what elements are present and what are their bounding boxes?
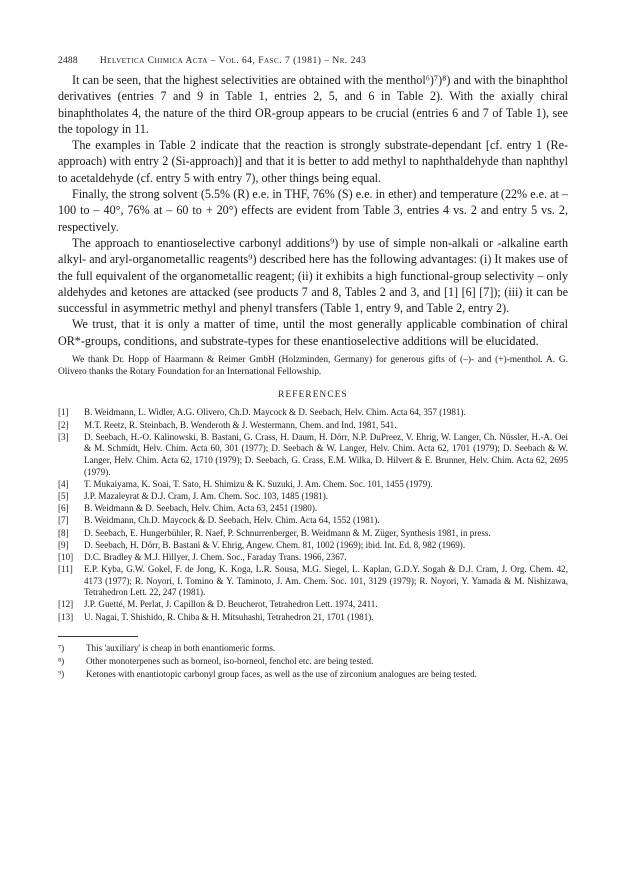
reference-number: [7] — [58, 515, 69, 526]
footnote-text: Other monoterpenes such as borneol, iso-borneol, fenchol etc. are being tested. — [86, 656, 374, 667]
reference-item — [58, 407, 568, 419]
acknowledgment: We thank Dr. Hopp of Haarmann & Reimer GmbH (Holzminden, Germany) for generous gifts of (–)- and (+)-menthol. A. G. Olivero thanks the Rotary Foundation for an International Fellowship. — [58, 355, 568, 378]
reference-text: U. Nagai, T. Shishido, R. Chiba & H. Mitsuhashi, Tetrahedron 21, 1701 (1981). — [84, 611, 374, 622]
reference-number: [4] — [58, 478, 69, 489]
reference-item — [58, 552, 568, 564]
reference-number: [5] — [58, 490, 69, 501]
reference-number: [11] — [58, 564, 73, 575]
page-number: 2488 — [58, 56, 78, 66]
reference-text: T. Mukaiyama, K. Soai, T. Sato, H. Shimizu & K. Suzuki, J. Am. Chem. Soc. 101, 1455 (1979). — [84, 478, 433, 489]
page — [58, 56, 568, 682]
paragraph: The approach to enantioselective carbonyl additions⁹) by use of simple non-alkali or -alkaline earth alkyl- and aryl-organometallic reagents⁹) described here has the following advantages: (i) It makes use of the full equivalent of the organometallic reagent; (ii) it exhibits a high functional-group selectivity – only aldehydes and ketones are attacked (see products 7 and 8, Tables 2 and 3, and [1] [6] [7]); (iii) it can be successful in asymmetric methyl and phenyl transfers (Table 1, entry 9, and Table 2, entry 2). — [58, 235, 568, 316]
reference-item — [58, 540, 568, 552]
reference-number: [1] — [58, 407, 69, 418]
reference-item — [58, 420, 568, 432]
reference-text: D.C. Bradley & M.J. Hillyer, J. Chem. Soc., Faraday Trans. 1966, 2367. — [84, 551, 347, 562]
reference-item — [58, 515, 568, 527]
reference-number: [13] — [58, 611, 74, 622]
reference-text: J.P. Mazaleyrat & D.J. Cram, J. Am. Chem. Soc. 103, 1485 (1981). — [84, 490, 328, 501]
references-heading: REFERENCES — [278, 389, 348, 400]
reference-number: [3] — [58, 431, 69, 442]
reference-item — [58, 491, 568, 503]
reference-item — [58, 479, 568, 491]
reference-item — [58, 503, 568, 515]
reference-number: [9] — [58, 539, 69, 550]
reference-text: M.T. Reetz, R. Steinbach, B. Wenderoth & J. Westermann, Chem. and Ind. 1981, 541. — [84, 419, 397, 430]
footnote-item — [58, 656, 568, 668]
reference-text: B. Weidmann, L. Widler, A.G. Olivero, Ch.D. Maycock & D. Seebach, Helv. Chim. Acta 64, 357 (1981). — [84, 407, 466, 418]
reference-text: D. Seebach, H. Dörr, B. Bastani & V. Ehrig, Angew. Chem. 81, 1002 (1969); ibid. Int. Ed. 8, 982 (1969). — [84, 539, 466, 550]
reference-item — [58, 432, 568, 478]
reference-item — [58, 528, 568, 540]
reference-text: B. Weidmann, Ch.D. Maycock & D. Seebach, Helv. Chim. Acta 64, 1552 (1981). — [84, 515, 380, 526]
footnote-number: ⁹) — [58, 668, 65, 679]
running-header — [58, 56, 568, 66]
reference-list — [58, 407, 568, 623]
reference-item — [58, 564, 568, 599]
footnote-item — [58, 669, 568, 681]
paragraph: Finally, the strong solvent (5.5% (R) e.e. in THF, 76% (S) e.e. in ether) and temperature (22% e.e. at – 100 to – 40°, 76% at – 60 to + 20°) effects are evident from Table 3, entries 4 vs. 2 and entry 5 vs. 2, respectively. — [58, 187, 568, 234]
footnote-item — [58, 643, 568, 655]
footnote-divider — [58, 636, 138, 637]
reference-number: [10] — [58, 551, 74, 562]
footnote-list — [58, 643, 568, 680]
reference-number: [8] — [58, 527, 69, 538]
reference-number: [12] — [58, 599, 74, 610]
reference-item — [58, 612, 568, 624]
footnote-text: This 'auxiliary' is cheap in both enantiomeric forms. — [86, 643, 276, 654]
footnote-text: Ketones with enantiotopic carbonyl group faces, as well as the use of zirconium analogues are being tested. — [86, 668, 477, 679]
footnote-number: ⁷) — [58, 643, 65, 654]
reference-text: D. Seebach, H.-O. Kalinowski, B. Bastani, G. Crass, H. Daum, H. Dörr, N.P. DuPreez, V. Ehrig, W. Langer, Ch. Nüssler, H.-A. Oei & M. Schmidt, Helv. Chim. Acta 60, 301 (1977); D. Seebach & W. Langer, Helv. Chim. Acta 62, 1701 (1979); D. Seebach & W. Langer, Helv. Chim. Acta 62, 1710 (1979); D. Seebach, G. Crass, E.M. Wilka, D. Hilvert & E. Brunner, Helv. Chim. Acta 62, 2695 (1979). — [84, 431, 568, 477]
footnote-number: ⁸) — [58, 656, 65, 667]
reference-item — [58, 599, 568, 611]
reference-text: B. Weidmann & D. Seebach, Helv. Chim. Acta 63, 2451 (1980). — [84, 503, 318, 514]
paragraph: It can be seen, that the highest selectivities are obtained with the menthol⁶)⁷)⁸) and with the binaphthol derivatives (entries 7 and 9 in Table 1, entries 2, 5, and 6 in Table 2). With the axially chiral binaphtholates 4, the nature of the third OR-group appears to be crucial (entries 6 and 7 of Table 1), see the topology in 11. — [58, 73, 568, 136]
reference-text: J.P. Guetté, M. Perlat, J. Capillon & D. Beucherot, Tetrahedron Lett. 1974, 2411. — [84, 599, 378, 610]
body-text — [58, 72, 568, 349]
reference-text: E.P. Kyba, G.W. Gokel, F. de Jong, K. Koga, L.R. Sousa, M.G. Siegel, L. Kaplan, G.D.Y. Sogah & D.J. Cram, J. Org. Chem. 42, 4173 (1977); R. Noyori, I. Tomino & Y. Taminoto, J. Am. Chem. Soc. 101, 3129 (1979); R. Noyori, Y. Yamada & M. Nishizawa, Tetrahedron Lett. 22, 247 (1981). — [84, 564, 568, 598]
journal-title: Helvetica Chimica Acta – Vol. 64, Fasc. 7 (1981) – Nr. 243 — [99, 56, 367, 66]
reference-number: [2] — [58, 419, 69, 430]
reference-number: [6] — [58, 503, 69, 514]
paragraph: We trust, that it is only a matter of time, until the most generally applicable combination of chiral OR*-groups, conditions, and substrate-types for these enantioselective additions will be elucidated. — [58, 317, 568, 348]
reference-text: D. Seebach, E. Hungerbühler, R. Naef, P. Schnurrenberger, B. Weidmann & M. Züger, Synthesis 1981, in press. — [84, 527, 491, 538]
paragraph: The examples in Table 2 indicate that the reaction is strongly substrate-dependant [cf. entry 1 (Re-approach) with entry 2 (Si-approach)] and that it is better to add methyl to naphthaldehyde than naphthyl to acetaldehyde (cf. entry 5 with entry 7), other things being equal. — [58, 138, 568, 185]
